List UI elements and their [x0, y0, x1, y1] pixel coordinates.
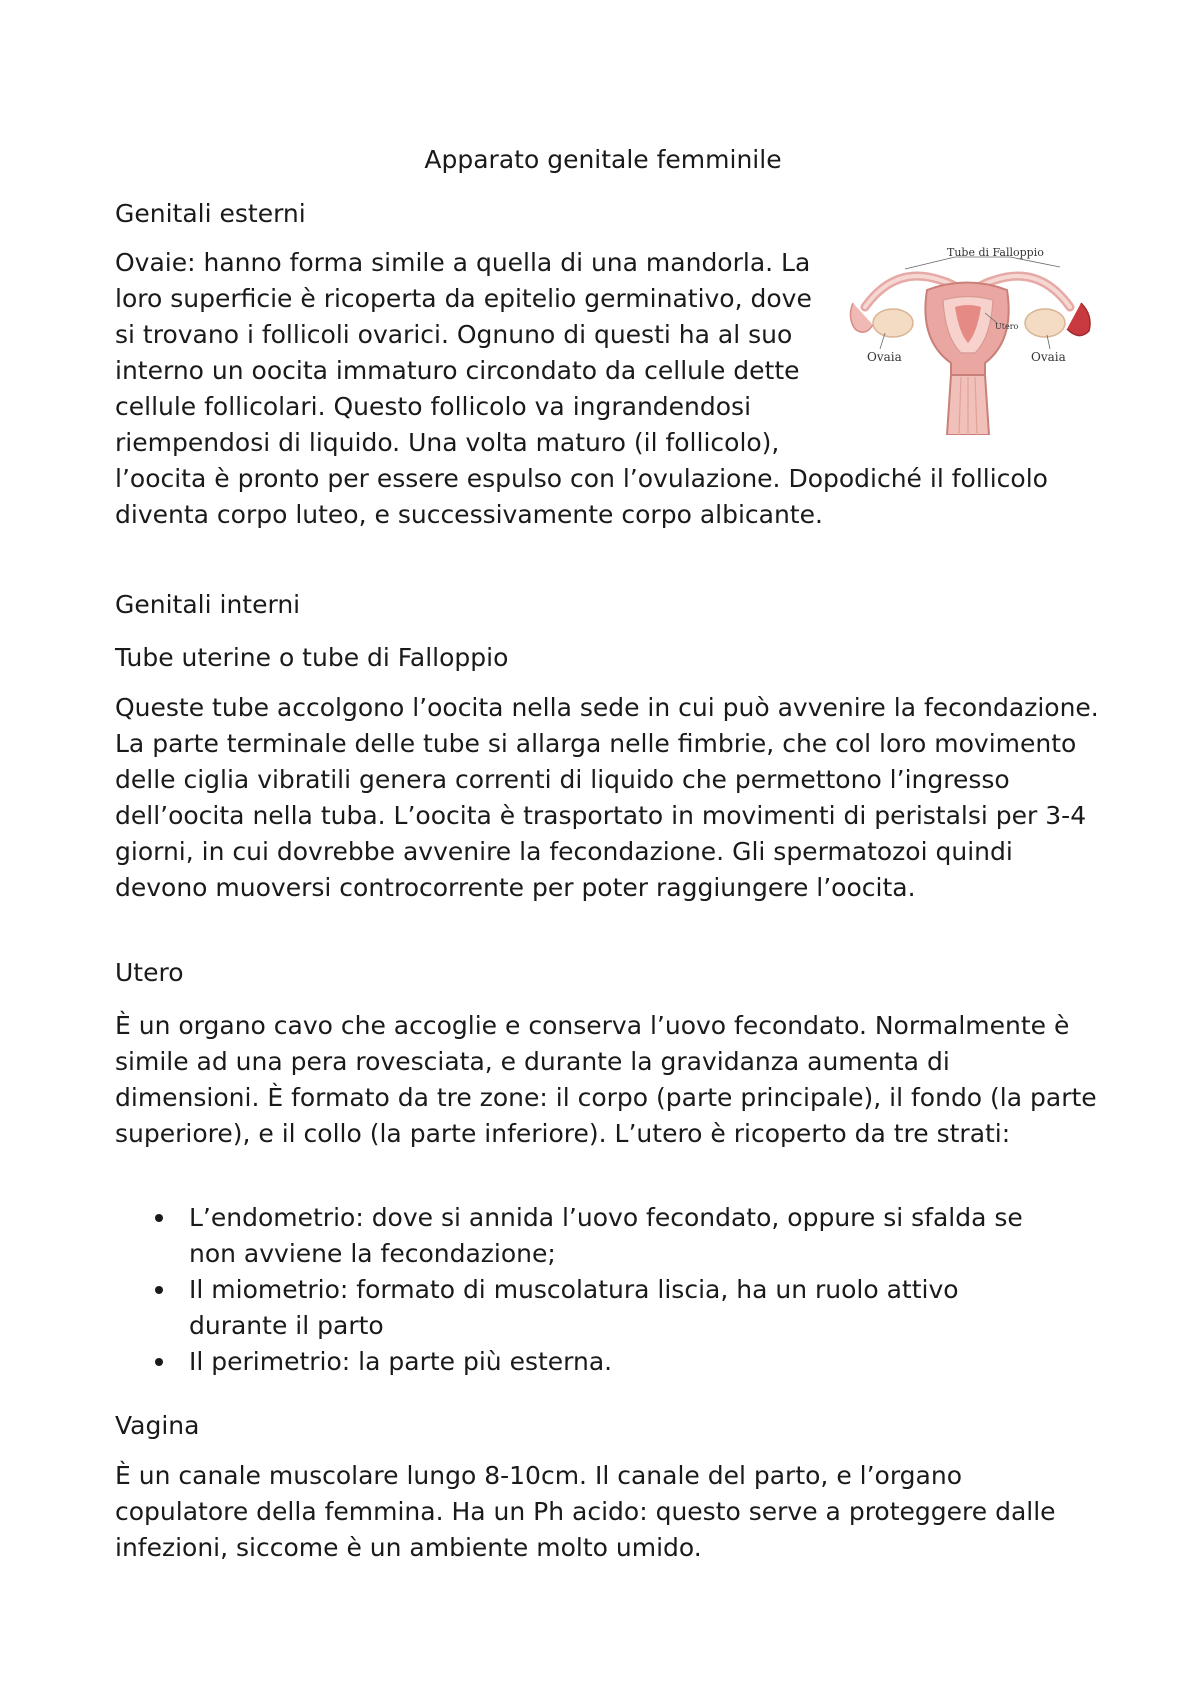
paragraph-vagina: È un canale muscolare lungo 8-10cm. Il canale del parto, e l’organo copulatore della femmina. Ha un Ph acido: questo serve a proteggere dalle infezioni, siccome è un ambiente molto umido.: [115, 1461, 1056, 1562]
heading-genitali-interni: Genitali interni: [115, 590, 301, 619]
document-title: Apparato genitale femminile: [424, 145, 782, 174]
label-tube-di-falloppio: Tube di Falloppio: [947, 246, 1044, 259]
list-item: Il perimetrio: la parte più esterna.: [115, 1344, 1055, 1380]
paragraph-utero: È un organo cavo che accoglie e conserva l’uovo fecondato. Normalmente è simile ad una pera rovesciata, e durante la gravidanza aumenta di dimensioni. È formato da tre zone: il corpo (parte principale), il fondo (la parte superiore), e il collo (la parte inferiore). L’utero è ricoperto da tre strati:: [115, 1011, 1097, 1148]
utero-layers-list: [115, 1200, 1055, 1380]
heading-utero: Utero: [115, 958, 184, 987]
heading-genitali-esterni: Genitali esterni: [115, 199, 306, 228]
list-item: L’endometrio: dove si annida l’uovo fecondato, oppure si sfalda se non avviene la fecondazione;: [115, 1200, 1055, 1272]
heading-tube-uterine: Tube uterine o tube di Falloppio: [115, 643, 509, 672]
bullet-icon: [155, 1286, 163, 1294]
paragraph-ovaie: [115, 245, 1100, 533]
label-utero: Utero: [995, 322, 1019, 331]
list-item: Il miometrio: formato di muscolatura liscia, ha un ruolo attivo durante il parto: [115, 1272, 1055, 1344]
paragraph-ovaie-text: Ovaie: hanno forma simile a quella di una mandorla. La loro superficie è ricoperta da epitelio germinativo, dove si trovano i follicoli ovarici. Ognuno di questi ha al suo interno un oocita immaturo circondato da cellule dette cellule follicolari. Questo follicolo va ingrandendosi riempendosi di liquido. Una volta maturo (il follicolo), l’oocita è pronto per essere espulso con l’ovulazione. Dopodiché il follicolo diventa corpo luteo, e successivamente corpo albicante.: [115, 248, 1048, 529]
heading-vagina: Vagina: [115, 1411, 200, 1440]
bullet-icon: [155, 1214, 163, 1222]
bullet-icon: [155, 1358, 163, 1366]
paragraph-tube: Queste tube accolgono l’oocita nella sede in cui può avvenire la fecondazione. La parte terminale delle tube si allarga nelle fimbrie, che col loro movimento delle ciglia vibratili genera correnti di liquido che permettono l’ingresso dell’oocita nella tuba. L’oocita è trasportato in movimenti di peristalsi per 3-4 giorni, in cui dovrebbe avvenire la fecondazione. Gli spermatozoi quindi devono muoversi controcorrente per poter raggiungere l’oocita.: [115, 693, 1099, 902]
label-ovaia-right: Ovaia: [1031, 350, 1066, 364]
label-ovaia-left: Ovaia: [867, 350, 902, 364]
uterus-diagram-image: [835, 245, 1100, 435]
